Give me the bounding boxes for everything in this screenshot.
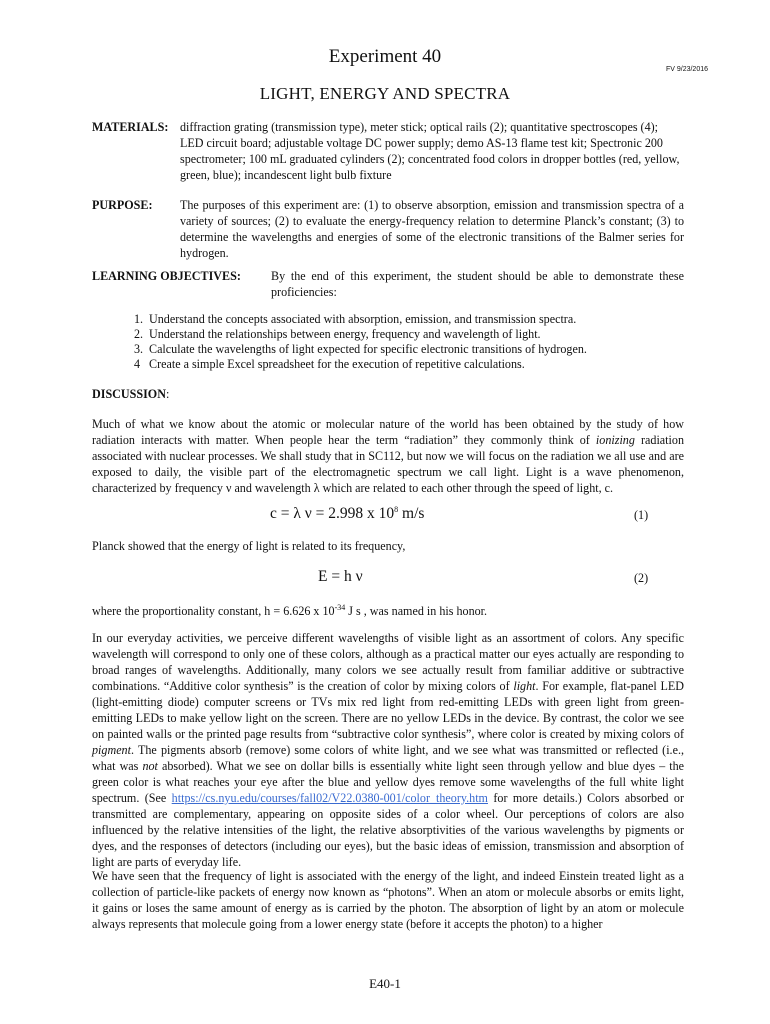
- color-theory-link[interactable]: https://cs.nyu.edu/courses/fall02/V22.0380-001/color_theory.htm: [171, 791, 488, 805]
- objectives-list: [134, 312, 694, 372]
- materials-text: diffraction grating (transmission type), meter stick; optical rails (2); quantitative spectroscopes (4); LED circuit board; adjustable voltage DC power supply; demo AS-13 flame test kit; Spectronic 200 spectrometer; 100 mL graduated cylinders (2); concentrated food colors in dropper bottles (red, yellow, green, blue); incandescent light bulb fixture: [180, 120, 680, 182]
- version-stamp: FV 9/23/2016: [665, 66, 708, 73]
- page-subtitle: LIGHT, ENERGY AND SPECTRA: [259, 84, 511, 103]
- discussion-paragraph-3: where the proportionality constant, h = 6.626 x $10^{-34}$ J s , was named in his honor.: [92, 603, 488, 619]
- page-number: E40-1: [369, 976, 401, 991]
- list-item: 2. Understand the relationships between energy, frequency and wavelength of light.: [134, 327, 541, 341]
- equation-1-number: (1): [634, 508, 649, 522]
- objectives-text: By the end of this experiment, the student should be able to demonstrate these proficiencies:: [271, 269, 684, 299]
- discussion-paragraph-5: We have seen that the frequency of light is associated with the energy of the light, and indeed Einstein treated light as a collection of particle-like packets of energy now known as “photons”. When an atom or molecule absorbs or emits light, it gains or loses the same amount of energy as is carried by the photon. The absorption of light by an atom or molecule always represents that molecule going from a lower energy state (before it accepts the photon) to a higher: [92, 869, 684, 931]
- objectives-label: LEARNING OBJECTIVES:: [92, 269, 241, 283]
- list-item: 1. Understand the concepts associated with absorption, emission, and transmission spectra.: [134, 312, 577, 326]
- page-title: Experiment 40: [328, 46, 442, 67]
- purpose-text: The purposes of this experiment are: (1) to observe absorption, emission and transmission spectra of a variety of sources; (2) to evaluate the energy-frequency relation to determine Planck’s constant; (3) to determine the wavelengths and energies of some of the electronic transitions of the Balmer series for hydrogen.: [180, 198, 684, 260]
- discussion-heading: DISCUSSION:: [92, 387, 170, 401]
- purpose-label: PURPOSE:: [92, 198, 153, 212]
- list-item: 4 Create a simple Excel spreadsheet for the execution of repetitive calculations.: [134, 357, 525, 371]
- equation-2: E = h ν: [318, 568, 363, 585]
- equation-1: c = λ ν = 2.998 x $10^8$ m/s: [270, 505, 425, 523]
- materials-label: MATERIALS:: [92, 120, 169, 134]
- discussion-paragraph-1: Much of what we know about the atomic or molecular nature of the world has been obtained by the study of how radiation interacts with matter. When people hear the term “radiation” they commonly think of ionizing radiation associated with nuclear processes. We shall study that in SC112, but now we will focus on the radiation we all use and are exposed to daily, the visible part of the electromagnetic spectrum we call light. Light is a wave phenomenon, characterized by frequency ν and wavelength λ which are related to each other through the speed of light, c.: [92, 417, 684, 495]
- equation-2-number: (2): [634, 571, 649, 585]
- list-item: 3. Calculate the wavelengths of light expected for specific electronic transitions of hydrogen.: [134, 342, 587, 356]
- discussion-paragraph-4: In our everyday activities, we perceive different wavelengths of visible light as an assortment of colors. Any specific wavelength will correspond to only one of these colors, although as a practical matter our eyes actually are responding to broad ranges of wavelengths. Additionally, many colors we see actually result from familiar additive or subtractive combinations. “Additive color synthesis” is the creation of color by mixing colors of light. For example, flat-panel LED (light-emitting diode) computer screens or TVs mix red light from red-emitting LEDs with green light from green-emitting LEDs to make yellow light on the screen. There are no yellow LEDs in the device. By contrast, the color we see on painted walls or the printed page results from “subtractive color synthesis”, where color is created by mixing colors of pigment. The pigments absorb (remove) some colors of white light, and we see what was transmitted or reflected (i.e., what was not absorbed). What we see on dollar bills is essentially white light seen through yellow and blue dyes – the green color is what reaches your eye after the blue and yellow dyes remove some wavelengths of the full white light spectrum. (See https://cs.nyu.edu/courses/fall02/V22.0380-001/color_theory.htm for more details.) Colors absorbed or transmitted are complementary, appearing on opposite sides of a color wheel. Our perceptions of colors are also influenced by the relative intensities of the light, the relative absorptivities of the various wavelengths by pigments or dyes, and the responses of detectors (including our eyes), but the basic ideas of emission, transmission and absorption of light are parts of everyday life.: [92, 631, 684, 869]
- discussion-paragraph-2: Planck showed that the energy of light is related to its frequency,: [92, 539, 406, 553]
